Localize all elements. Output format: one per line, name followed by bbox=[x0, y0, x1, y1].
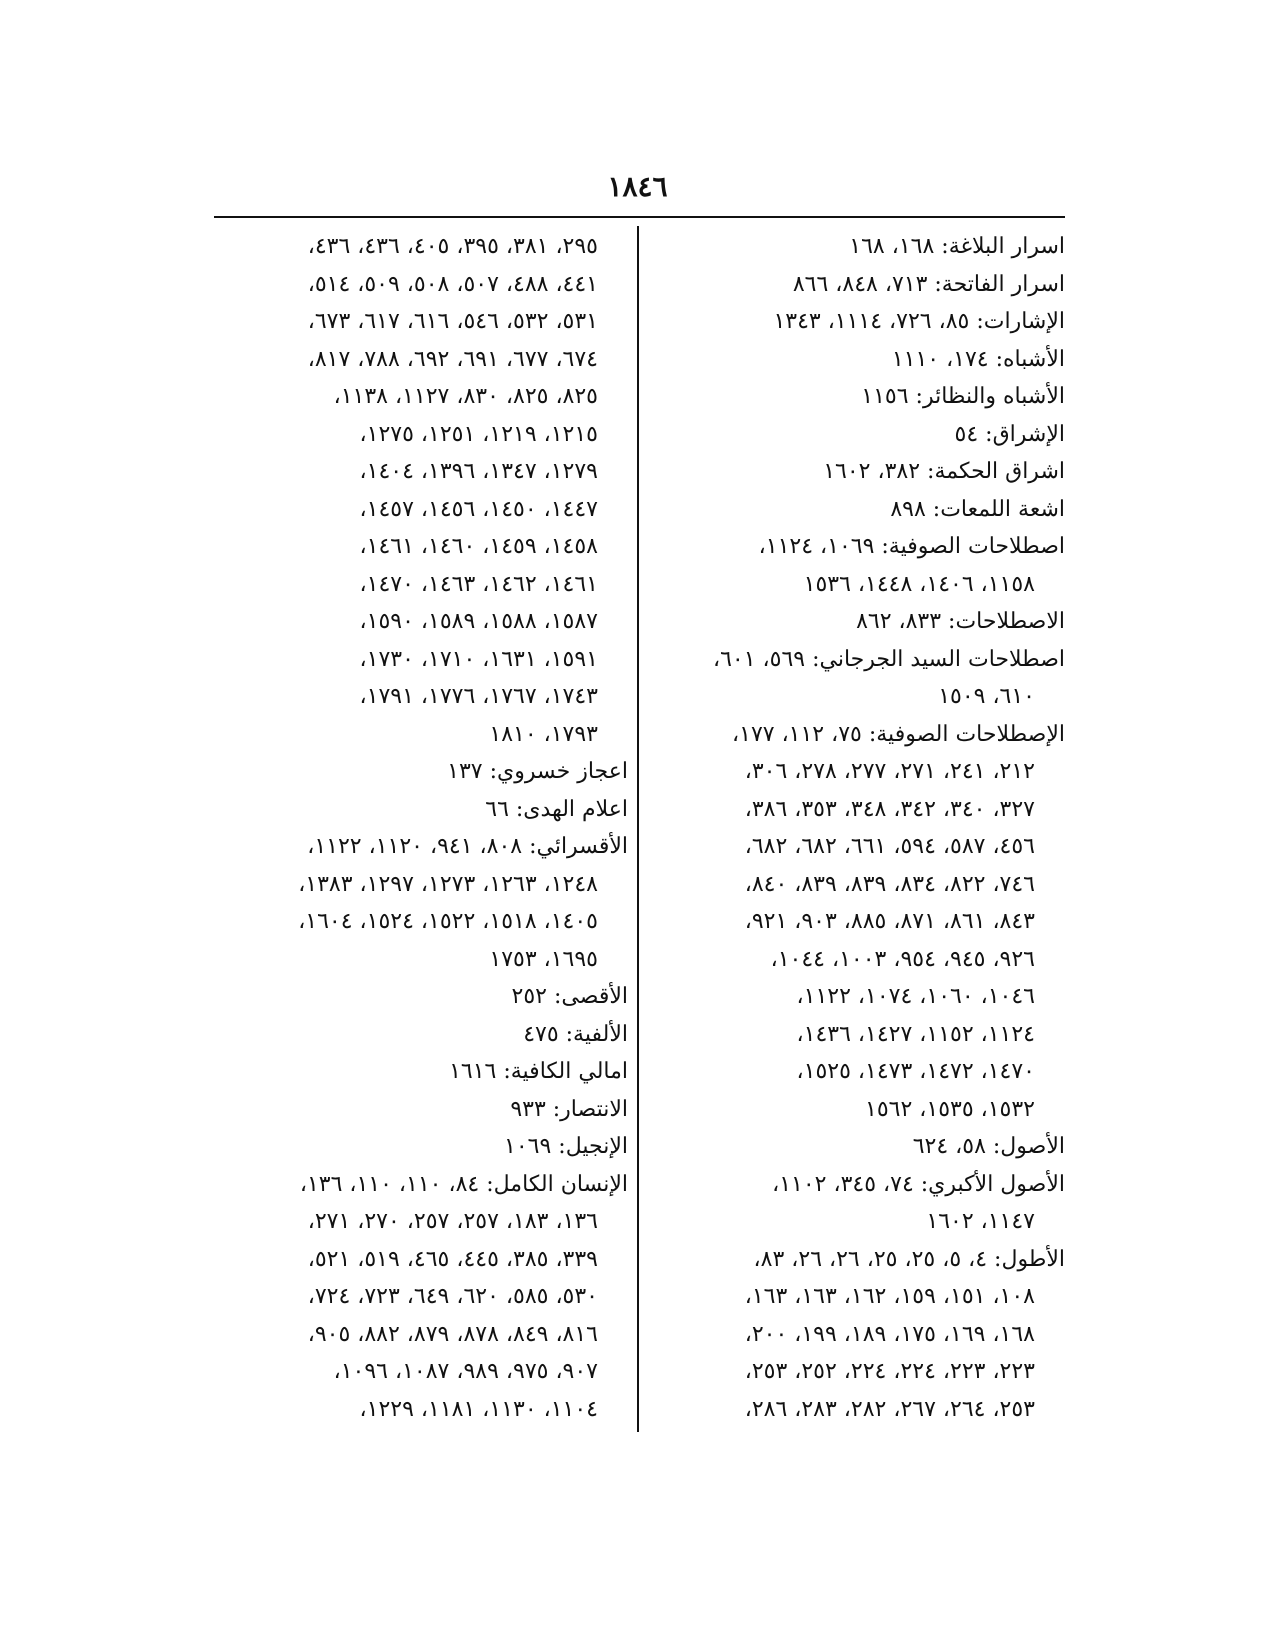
index-continuation-line: ١٢٧٩، ١٣٤٧، ١٣٩٦، ١٤٠٤، bbox=[359, 459, 598, 484]
index-continuation-line: ١٦٩٥، ١٧٥٣ bbox=[489, 946, 598, 972]
index-continuation-line: ١٥٣٢، ١٥٣٥، ١٥٦٢ bbox=[865, 1096, 1035, 1122]
index-continuation-line: ١٦٨، ١٦٩، ١٧٥، ١٨٩، ١٩٩، ٢٠٠، bbox=[744, 1321, 1035, 1347]
index-continuation-line: ١٧٤٣، ١٧٦٧، ١٧٧٦، ١٧٩١، bbox=[359, 684, 598, 709]
index-continuation-line: ١٤٠٥، ١٥١٨، ١٥٢٢، ١٥٢٤، ١٦٠٤، bbox=[298, 909, 598, 934]
index-continuation-line: ١١٠٤، ١١٣٠، ١١٨١، ١٢٢٩، bbox=[359, 1396, 598, 1422]
index-continuation-line: ٨٢٥، ٨٢٥، ٨٣٠، ١١٢٧، ١١٣٨، bbox=[333, 384, 598, 409]
index-continuation-line: ١١٤٧، ١٦٠٢ bbox=[926, 1209, 1035, 1234]
index-continuation-line: ٥٣٠، ٥٨٥، ٦٢٠، ٦٤٩، ٧٢٣، ٧٢٤، bbox=[307, 1284, 598, 1309]
index-continuation-line: ١٥٨٧، ١٥٨٨، ١٥٨٩، ١٥٩٠، bbox=[359, 609, 598, 634]
header-rule bbox=[214, 216, 1065, 218]
index-continuation-line: ٤٤١، ٤٨٨، ٥٠٧، ٥٠٨، ٥٠٩، ٥١٤، bbox=[307, 271, 598, 297]
index-continuation-line: ٤٥٦، ٥٨٧، ٥٩٤، ٦٦١، ٦٨٢، ٦٨٢، bbox=[744, 834, 1035, 859]
index-entry-line: اسرار الفاتحة: ٧١٣، ٨٤٨، ٨٦٦ bbox=[792, 271, 1065, 297]
index-continuation-line: ٢١٢، ٢٤١، ٢٧١، ٢٧٧، ٢٧٨، ٣٠٦، bbox=[744, 759, 1035, 784]
index-continuation-line: ٨١٦، ٨٤٩، ٨٧٨، ٨٧٩، ٨٨٢، ٩٠٥، bbox=[307, 1321, 598, 1347]
index-entry-line: الأطول: ٤، ٥، ٢٥، ٢٥، ٢٦، ٢٦، ٨٣، bbox=[753, 1246, 1065, 1272]
index-entry-line: اصطلاحات الصوفية: ١٠٦٩، ١١٢٤، bbox=[758, 534, 1065, 559]
index-entry-line: الأصول الأكبري: ٧٤، ٣٤٥، ١١٠٢، bbox=[772, 1171, 1065, 1197]
index-entry-line: اعجاز خسروي: ١٣٧ bbox=[447, 759, 628, 784]
index-entry-line: اصطلاحات السيد الجرجاني: ٥٦٩، ٦٠١، bbox=[712, 646, 1065, 672]
index-continuation-line: ١٤٧٠، ١٤٧٢، ١٤٧٣، ١٥٢٥، bbox=[796, 1059, 1035, 1084]
index-continuation-line: ٦٧٤، ٦٧٧، ٦٩١، ٦٩٢، ٧٨٨، ٨١٧، bbox=[307, 346, 598, 372]
column-divider bbox=[637, 226, 639, 1432]
index-continuation-line: ٢٩٥، ٣٨١، ٣٩٥، ٤٠٥، ٤٣٦، ٤٣٦، bbox=[307, 234, 598, 259]
index-entry-line: الأشباه والنظائر: ١١٥٦ bbox=[861, 384, 1065, 409]
index-continuation-line: ١١٥٨، ١٤٠٦، ١٤٤٨، ١٥٣٦ bbox=[803, 571, 1035, 597]
index-entry-line: الإنسان الكامل: ٨٤، ١١٠، ١١٠، ١٣٦، bbox=[299, 1171, 628, 1197]
index-continuation-line: ١٤٦١، ١٤٦٢، ١٤٦٣، ١٤٧٠، bbox=[359, 571, 598, 597]
index-entry-line: الإنجيل: ١٠٦٩ bbox=[504, 1134, 628, 1159]
index-continuation-line: ٩٠٧، ٩٧٥، ٩٨٩، ١٠٨٧، ١٠٩٦، bbox=[333, 1359, 598, 1384]
index-entry-line: الأقصى: ٢٥٢ bbox=[511, 984, 628, 1009]
index-entry-line: اشعة اللمعات: ٨٩٨ bbox=[890, 496, 1065, 522]
index-continuation-line: ١٤٥٨، ١٤٥٩، ١٤٦٠، ١٤٦١، bbox=[359, 534, 598, 559]
index-continuation-line: ٣٢٧، ٣٤٠، ٣٤٢، ٣٤٨، ٣٥٣، ٣٨٦، bbox=[744, 796, 1035, 822]
index-continuation-line: ٧٤٦، ٨٢٢، ٨٣٤، ٨٣٩، ٨٣٩، ٨٤٠، bbox=[744, 871, 1035, 897]
index-entry-line: امالي الكافية: ١٦١٦ bbox=[449, 1059, 628, 1084]
index-continuation-line: ٨٤٣، ٨٦١، ٨٧١، ٨٨٥، ٩٠٣، ٩٢١، bbox=[744, 909, 1035, 934]
index-column-left bbox=[212, 228, 628, 1428]
index-entry-line: الأصول: ٥٨، ٦٢٤ bbox=[912, 1134, 1065, 1159]
index-column-right bbox=[649, 228, 1065, 1428]
index-continuation-line: ٥٣١، ٥٣٢، ٥٤٦، ٦١٦، ٦١٧، ٦٧٣، bbox=[307, 309, 598, 334]
index-continuation-line: ١٧٩٣، ١٨١٠ bbox=[489, 721, 598, 747]
index-entry-line: الإشارات: ٨٥، ٧٢٦، ١١١٤، ١٣٤٣ bbox=[773, 309, 1065, 334]
index-entry-line: الانتصار: ٩٣٣ bbox=[510, 1096, 628, 1122]
index-entry-line: اسرار البلاغة: ١٦٨، ١٦٨ bbox=[849, 234, 1065, 259]
index-continuation-line: ٦١٠، ١٥٠٩ bbox=[938, 684, 1035, 709]
index-continuation-line: ٩٢٦، ٩٤٥، ٩٥٤، ١٠٠٣، ١٠٤٤، bbox=[770, 946, 1035, 972]
index-continuation-line: ١٥٩١، ١٦٣١، ١٧١٠، ١٧٣٠، bbox=[359, 646, 598, 672]
index-continuation-line: ١١٢٤، ١١٥٢، ١٤٢٧، ١٤٣٦، bbox=[796, 1021, 1035, 1047]
index-continuation-line: ١٢٤٨، ١٢٦٣، ١٢٧٣، ١٢٩٧، ١٣٨٣، bbox=[298, 871, 598, 897]
index-continuation-line: ١٠٨، ١٥١، ١٥٩، ١٦٢، ١٦٣، ١٦٣، bbox=[744, 1284, 1035, 1309]
index-entry-line: الألفية: ٤٧٥ bbox=[523, 1021, 628, 1047]
index-continuation-line: ١٢١٥، ١٢١٩، ١٢٥١، ١٢٧٥، bbox=[359, 421, 598, 447]
index-continuation-line: ٣٣٩، ٣٨٥، ٤٤٥، ٤٦٥، ٥١٩، ٥٢١، bbox=[307, 1246, 598, 1272]
index-entry-line: الأشباه: ١٧٤، ١١١٠ bbox=[891, 346, 1065, 372]
index-continuation-line: ٢٥٣، ٢٦٤، ٢٦٧، ٢٨٢، ٢٨٣، ٢٨٦، bbox=[744, 1396, 1035, 1422]
index-continuation-line: ١٠٤٦، ١٠٦٠، ١٠٧٤، ١١٢٢، bbox=[796, 984, 1035, 1009]
index-entry-line: الإشراق: ٥٤ bbox=[954, 421, 1065, 447]
index-continuation-line: ١٤٤٧، ١٤٥٠، ١٤٥٦، ١٤٥٧، bbox=[359, 496, 598, 522]
page-number: ١٨٤٦ bbox=[607, 170, 668, 203]
index-entry-line: الاصطلاحات: ٨٣٣، ٨٦٢ bbox=[856, 609, 1065, 634]
index-entry-line: الأقسرائي: ٨٠٨، ٩٤١، ١١٢٠، ١١٢٢، bbox=[307, 834, 628, 859]
index-entry-line: اعلام الهدى: ٦٦ bbox=[485, 796, 628, 822]
index-entry-line: الإصطلاحات الصوفية: ٧٥، ١١٢، ١٧٧، bbox=[732, 721, 1065, 747]
index-continuation-line: ١٣٦، ١٨٣، ٢٥٧، ٢٥٧، ٢٧٠، ٢٧١، bbox=[307, 1209, 598, 1234]
index-continuation-line: ٢٢٣، ٢٢٣، ٢٢٤، ٢٢٤، ٢٥٢، ٢٥٣، bbox=[744, 1359, 1035, 1384]
index-entry-line: اشراق الحكمة: ٣٨٢، ١٦٠٢ bbox=[823, 459, 1065, 484]
